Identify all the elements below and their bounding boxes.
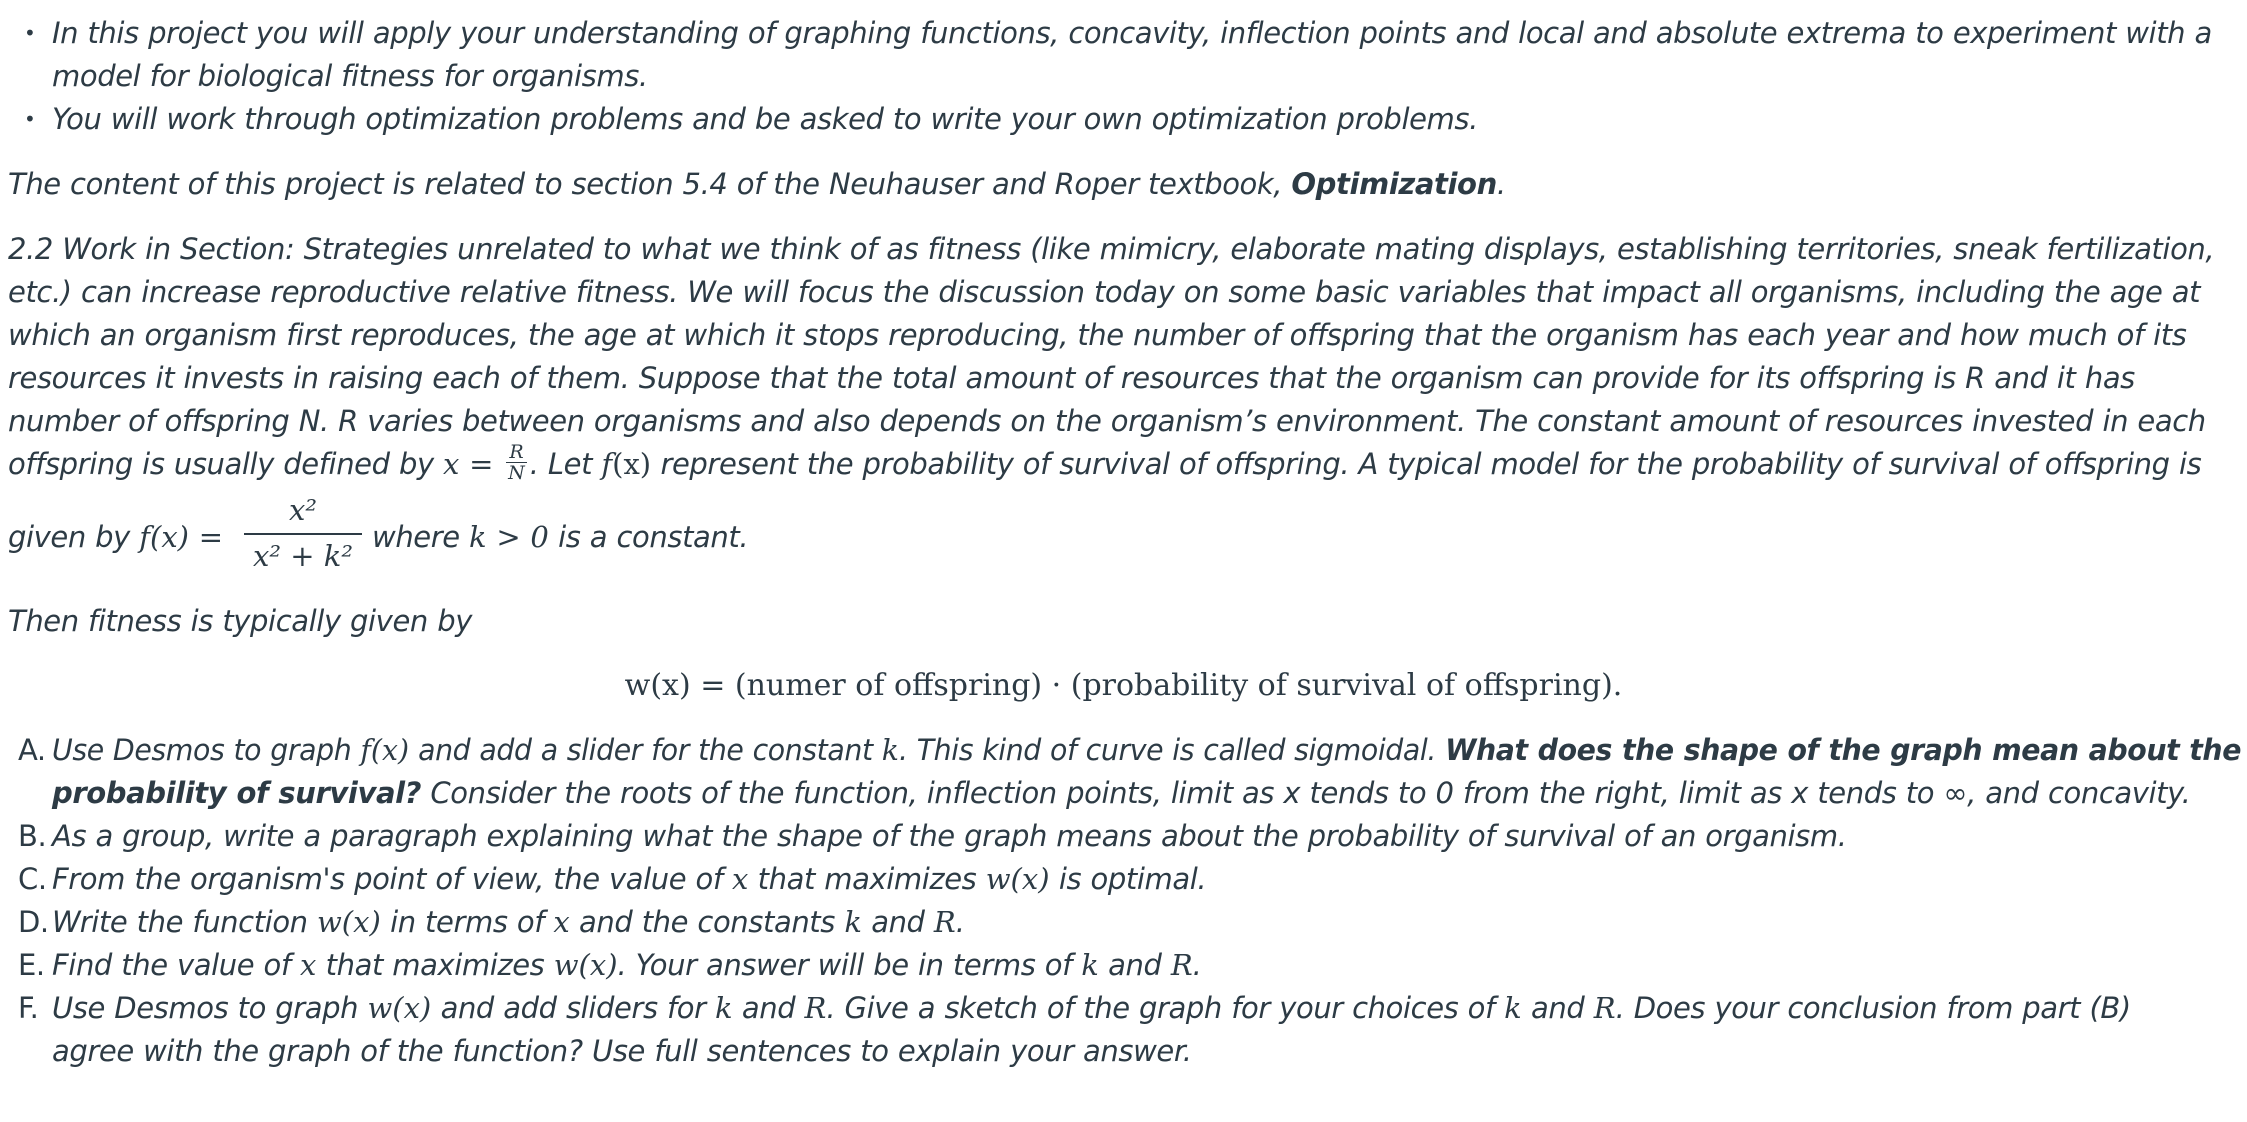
question-d xyxy=(52,901,965,945)
text-run: and xyxy=(1098,948,1171,982)
text-run: Use Desmos to graph xyxy=(52,991,368,1025)
bullet-marker: • xyxy=(24,107,36,131)
intro-bullet-1-line-2: model for biological fitness for organisms. xyxy=(52,59,648,93)
math-run: R xyxy=(1593,991,1616,1025)
fitness-equation: w(x) = (numer of offspring) · (probability of survival of offspring). xyxy=(624,668,1623,703)
text-run: From the organism's point of view, the value of xyxy=(52,862,732,896)
text-run: in terms of xyxy=(380,905,554,939)
bold-question: probability of survival? xyxy=(52,776,422,810)
math-run: w(x) xyxy=(367,991,432,1025)
math-x: x xyxy=(443,447,460,481)
then-line: Then fitness is typically given by xyxy=(8,604,472,638)
section-line-3: which an organism first reproduces, the age at which it stops reproducing, the number of offspring that the organism has each year and how much of its xyxy=(8,318,2187,352)
math-run: R xyxy=(804,991,827,1025)
text-run: . Give a sketch of the graph for your choices of xyxy=(826,991,1505,1025)
text-run: . Your answer will be in terms of xyxy=(617,948,1082,982)
section-line-7-right xyxy=(372,516,748,560)
text-run: where xyxy=(372,520,470,554)
question-e xyxy=(52,944,1201,988)
content-reference xyxy=(8,163,1506,207)
math-run: k xyxy=(844,905,862,939)
bold-question: What does the shape of the graph mean about the xyxy=(1445,733,2242,767)
text-run: is a constant. xyxy=(548,520,749,554)
question-f-mark: F. xyxy=(18,991,39,1025)
math-run: k xyxy=(1504,991,1522,1025)
math-run: k xyxy=(1081,948,1099,982)
text-run: and xyxy=(861,905,934,939)
survival-fraction xyxy=(244,493,362,575)
fraction-R-over-N xyxy=(506,442,527,483)
intro-bullet-1-line-1: In this project you will apply your understanding of graphing functions, concavity, inflection points and local and absolute extrema to experiment with a xyxy=(52,16,2212,50)
math-equals: = xyxy=(459,447,504,481)
text-run: . xyxy=(955,905,965,939)
fraction-numerator: R xyxy=(506,442,527,463)
survival-fraction-denominator: x² + k² xyxy=(253,539,353,573)
math-k-positive: k > 0 xyxy=(469,520,549,554)
survival-fraction-numerator: x² xyxy=(289,493,317,527)
bullet-marker: • xyxy=(24,21,36,45)
text-run: that maximizes xyxy=(316,948,554,982)
question-b: As a group, write a paragraph explaining what the shape of the graph means about the probability of survival of an organism. xyxy=(52,819,1847,853)
math-f-of-x: f(x) = xyxy=(139,520,223,554)
question-b-mark: B. xyxy=(18,819,47,853)
fraction-bar xyxy=(244,533,362,535)
question-e-mark: E. xyxy=(18,948,45,982)
text-run: that maximizes xyxy=(748,862,986,896)
text-run: . Does your conclusion from part (B) xyxy=(1615,991,2131,1025)
question-f-line-2: agree with the graph of the function? Use full sentences to explain your answer. xyxy=(52,1034,1192,1068)
math-f: f xyxy=(601,447,613,481)
math-run: R xyxy=(933,905,956,939)
text-run: and add sliders for xyxy=(431,991,715,1025)
text-run: Write the function xyxy=(52,905,317,939)
math-run: k xyxy=(714,991,733,1025)
section-line-1: 2.2 Work in Section: Strategies unrelated to what we think of as fitness (like mimicry, elaborate mating displays, establishing territories, sneak fertilization, xyxy=(8,232,2215,266)
math-run: x xyxy=(731,862,749,896)
text-run: Use Desmos to graph xyxy=(52,733,361,767)
section-line-7-left xyxy=(8,516,223,560)
text-run: given by xyxy=(8,520,140,554)
math-paren-x: (x) xyxy=(612,447,652,481)
section-line-6 xyxy=(8,440,2202,487)
text-run: . This kind of curve is called sigmoidal. xyxy=(898,733,1446,767)
fraction-denominator: N xyxy=(508,461,525,484)
question-a-line-1 xyxy=(52,729,2241,773)
text-run: and xyxy=(732,991,805,1025)
intro-bullet-2: You will work through optimization problems and be asked to write your own optimization problems. xyxy=(52,102,1478,136)
text-run: and add a slider for the constant xyxy=(409,733,882,767)
content-text: The content of this project is related to section 5.4 of the Neuhauser and Roper textbook, xyxy=(8,167,1292,201)
question-a-line-2 xyxy=(52,772,2190,816)
question-d-mark: D. xyxy=(18,905,49,939)
question-c xyxy=(52,858,1206,902)
text-run: and xyxy=(1521,991,1594,1025)
math-run: k xyxy=(881,733,899,767)
text-run: . xyxy=(1192,948,1202,982)
text-run: is optimal. xyxy=(1049,862,1207,896)
question-f-line-1 xyxy=(52,987,2131,1031)
text-run: . Let xyxy=(529,447,602,481)
math-run: x xyxy=(553,905,570,939)
content-bold-title: Optimization xyxy=(1291,167,1497,201)
text-run: Find the value of xyxy=(52,948,300,982)
math-run: w(x) xyxy=(316,905,381,939)
text-run: Consider the roots of the function, inflection points, limit as x tends to 0 from the right, limit as x tends to ∞, and concavity. xyxy=(421,776,2191,810)
math-run: f(x) xyxy=(360,733,410,767)
math-run: x xyxy=(299,948,317,982)
text-run: offspring is usually defined by xyxy=(8,447,444,481)
math-run: w(x) xyxy=(553,948,618,982)
math-run: R xyxy=(1170,948,1193,982)
section-line-5: number of offspring N. R varies between organisms and also depends on the organism’s environment. The constant amount of resources invested in each xyxy=(8,404,2206,438)
question-c-mark: C. xyxy=(18,862,47,896)
math-run: w(x) xyxy=(985,862,1050,896)
section-line-2: etc.) can increase reproductive relative fitness. We will focus the discussion today on some basic variables that impact all organisms, including the age at xyxy=(8,275,2201,309)
text-run: and the constants xyxy=(569,905,845,939)
content-period: . xyxy=(1496,167,1506,201)
question-a-mark: A. xyxy=(18,733,46,767)
section-line-4: resources it invests in raising each of them. Suppose that the total amount of resources that the organism can provide for its offspring is R and it has xyxy=(8,361,2135,395)
text-run: represent the probability of survival of offspring. A typical model for the probability of survival of offspring is xyxy=(651,447,2202,481)
